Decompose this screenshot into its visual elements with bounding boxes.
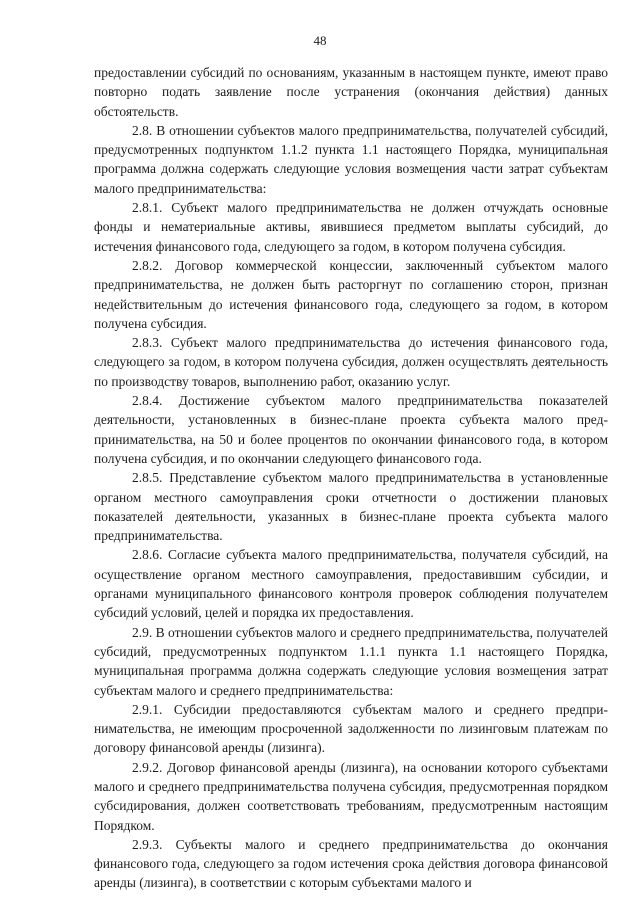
paragraph-2-8-4: 2.8.4. Достижение субъектом малого предпринимательства показателей деятельности, установленных в бизнес-плане проекта субъекта малого предпринимательства, на 50 и более процентов по окончании финансового года, в котором получена субсидия, и по окончании следующего финансового года.	[94, 393, 608, 466]
document-body	[94, 63, 608, 893]
paragraph-2-9-2: 2.9.2. Договор финансовой аренды (лизинга), на основании которого субъектами малого и среднего предпринимательства получена субсидия, предусмотренная порядком субсидирования, должен соответствовать требованиям, предусмотренным настоящим Порядком.	[94, 759, 608, 833]
paragraph-2-8-2: 2.8.2. Договор коммерческой концессии, заключенный субъектом малого предпринимательства, не должен быть расторгнут по соглашению сторон, признан недействительным до истечения финансового года, следующего за годом, в котором получена субсидия.	[94, 257, 608, 331]
paragraph-2-8: 2.8. В отношении субъектов малого предпринимательства, получателей субсидий, предусмотренных подпунктом 1.1.2 пункта 1.1 настоящего Порядка, муниципальная программа должна содержать следующие условия возмещения части затрат субъектам малого предпринимательства:	[94, 122, 608, 196]
paragraph-2-9-1: 2.9.1. Субсидии предоставляются субъектам малого и среднего предпринимательства, не имеющим просроченной задолженности по лизинговым платежам по договору финансовой аренды (лизинга).	[94, 701, 608, 756]
paragraph-2-8-6: 2.8.6. Согласие субъекта малого предпринимательства, получателя субсидий, на осуществление органом местного самоуправления, предоставившим субсидии, и органами муниципального финансового контроля проверок соблюдения получателем субсидий условий, целей и порядка их предоставления.	[94, 547, 608, 621]
paragraph-2-8-3: 2.8.3. Субъект малого предпринимательства до истечения финансового года, следующего за годом, в котором получена субсидия, должен осуществлять деятельность по производству товаров, выполнению работ, оказанию услуг.	[94, 335, 608, 389]
paragraph-2-8-1: 2.8.1. Субъект малого предпринимательства не должен отчуждать основные фонды и нематериальные активы, явившиеся предметом выплаты субсидий, до истечения финансового года, следующего за годом, в котором получена субсидия.	[94, 200, 608, 254]
paragraph-continuation: предоставлении субсидий по основаниям, указанным в настоящем пункте, имеют право повторно подать заявление после устранения (окончания действия) данных обстоятельств.	[94, 65, 608, 119]
paragraph-2-9-3: 2.9.3. Субъекты малого и среднего предпринимательства до окончания финансового года, следующего за годом истечения срока действия договора финансовой аренды (лизинга), в соответствии с которым субъектами малого и	[94, 836, 608, 891]
paragraph-2-8-5: 2.8.5. Представление субъектом малого предпринимательства в установленные органом местного самоуправления сроки отчетности о достижении плановых показателей деятельности, указанных в бизнес-плане проекта субъекта малого предпринимательства.	[94, 470, 608, 544]
paragraph-2-9: 2.9. В отношении субъектов малого и среднего предпринимательства, получателей субсидий, предусмотренных подпунктом 1.1.1 пункта 1.1 настоящего Порядка, муниципальная программа должна содержать следующие условия возмещения затрат субъектам малого и среднего предпринимательства:	[94, 624, 608, 698]
page-number: 48	[313, 33, 327, 48]
